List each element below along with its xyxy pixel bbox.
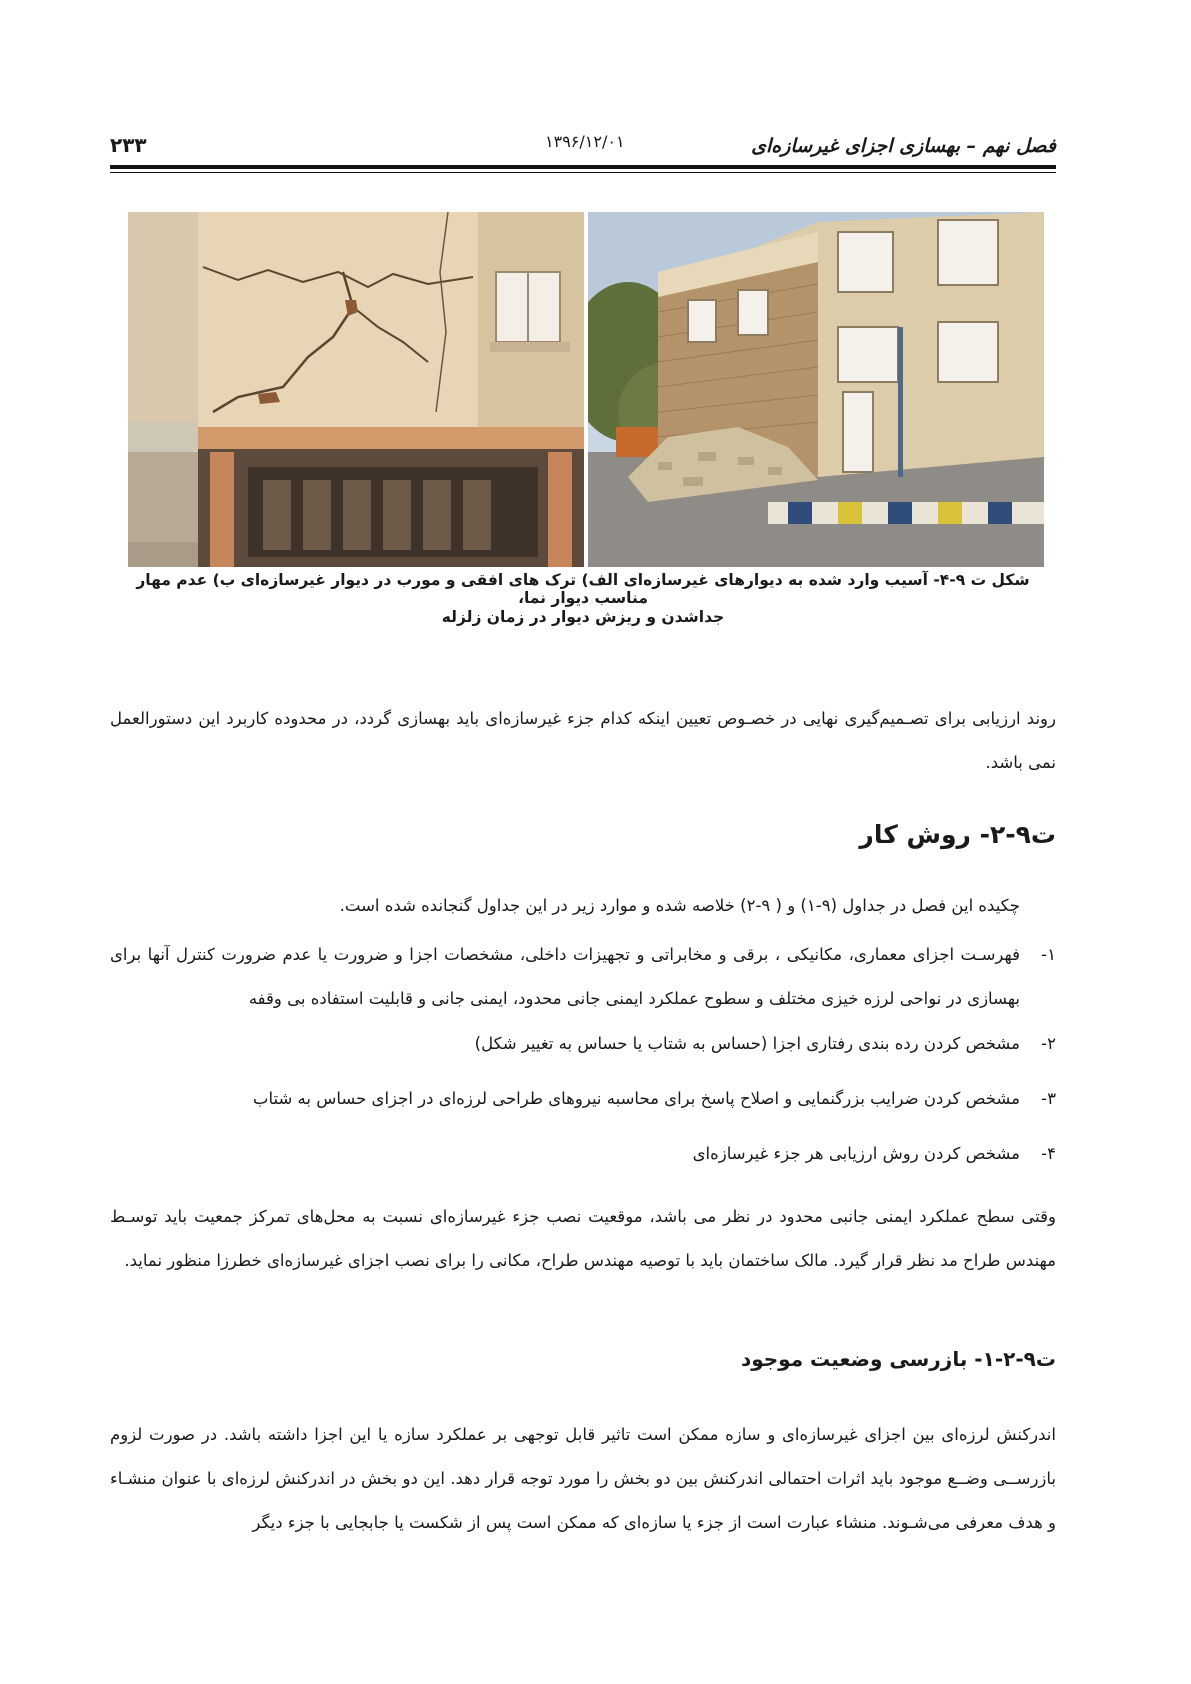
list-item-number: ۴- [1041, 1144, 1056, 1163]
header-rule-thick [110, 165, 1056, 169]
list-item-number: ۳- [1041, 1089, 1056, 1108]
list-item-text: فهرسـت اجزای معماری، مکانیکی ، برقی و مخابراتی و تجهیزات داخلی، مشخصات اجزا و ضرورت یا عدم ضرورت کنترل آنها برای بهسازی در نواحی لرزه خیزی مختلف و سطوح عملکرد ایمنی جانی محدود، ایمنی جانی و قابلیت استفاده بی وقفه [110, 945, 1020, 1008]
photo-collapsed-facade [588, 212, 1044, 567]
list-item [110, 1077, 1056, 1121]
figure-caption-line2: جداشدن و ریزش دیوار در زمان زلزله [441, 608, 725, 626]
list-item-number: ۱- [1041, 945, 1056, 964]
paragraph-interaction: اندرکنش لرزه‌ای بین اجزای غیرسازه‌ای و سازه ممکن است تاثیر قابل توجهی بر عملکرد سازه یا این اجزا داشته باشد. در صورت لزوم بازرســی وضــع موجود باید اثرات احتمالی اندرکنش بین دو بخش را مورد توجه قرار دهد. این دو بخش در اندرکنش لرزه‌ای با عنوان منشـاء و هدف معرفی می‌شـوند. منشاء عبارت است از جزء یا سازه‌ای که ممکن است پس از شکست یا جابجایی با جزء دیگر [110, 1425, 1056, 1532]
list-item [110, 1132, 1056, 1176]
chapter-title: فصل نهم – بهسازی اجزای غیرسازه‌ای [751, 135, 1056, 157]
paragraph-chapter-summary: چکیده این فصل در جداول (۹-۱) و ( ۹-۲) خلاصه شده و موارد زیر در این جداول گنجانده شده است. [339, 896, 1020, 915]
section-heading: ت۹-۲- روش کار [859, 820, 1056, 849]
list-item-text: مشخص کردن روش ارزیابی هر جزء غیرسازه‌ای [692, 1144, 1020, 1163]
list-item-text: مشخص کردن رده بندی رفتاری اجزا (حساس به شتاب یا حساس به تغییر شکل) [474, 1034, 1020, 1053]
list-item-text: مشخص کردن ضرایب بزرگنمایی و اصلاح پاسخ برای محاسبه نیروهای طراحی لرزه‌ای در اجزای حساس به شتاب [252, 1089, 1020, 1108]
photo-cracked-wall [128, 212, 584, 567]
list-item-number: ۲- [1041, 1034, 1056, 1053]
header-date: ۱۳۹۶/۱۲/۰۱ [545, 132, 625, 151]
paragraph-evaluation-process: روند ارزیابی برای تصـمیم‌گیری نهایی در خصـوص تعیین اینکه کدام جزء غیرسازه‌ای باید بهسازی گردد، در محدوده کاربرد این دستورالعمل نمی باشد. [110, 709, 1056, 772]
page-number: ۲۳۳ [110, 133, 147, 157]
list-item [110, 1022, 1056, 1066]
header-rule-thin [110, 172, 1056, 173]
list-item [110, 933, 1056, 1021]
figure-caption-line1: شکل ت ۹-۴- آسیب وارد شده به دیوارهای غیرسازه‌ای الف) ترک های افقی و مورب در دیوار غیرسازه‌ای ب) عدم مهار مناسب دیوار نما، [136, 571, 1030, 607]
paragraph-life-safety: وقتی سطح عملکرد ایمنی جانبی محدود در نظر می باشد، موقعیت نصب جزء غیرسازه‌ای نسبت به محل‌های تمرکز جمعیت باید توسـط مهندس طراح مد نظر قرار گیرد. مالک ساختمان باید با توصیه مهندس طراح، مکانی را برای نصب اجزای غیرسازه‌ای خطرزا منظور نماید. [110, 1207, 1056, 1270]
subsection-heading: ت۹-۲-۱- بازرسی وضعیت موجود [740, 1347, 1056, 1371]
